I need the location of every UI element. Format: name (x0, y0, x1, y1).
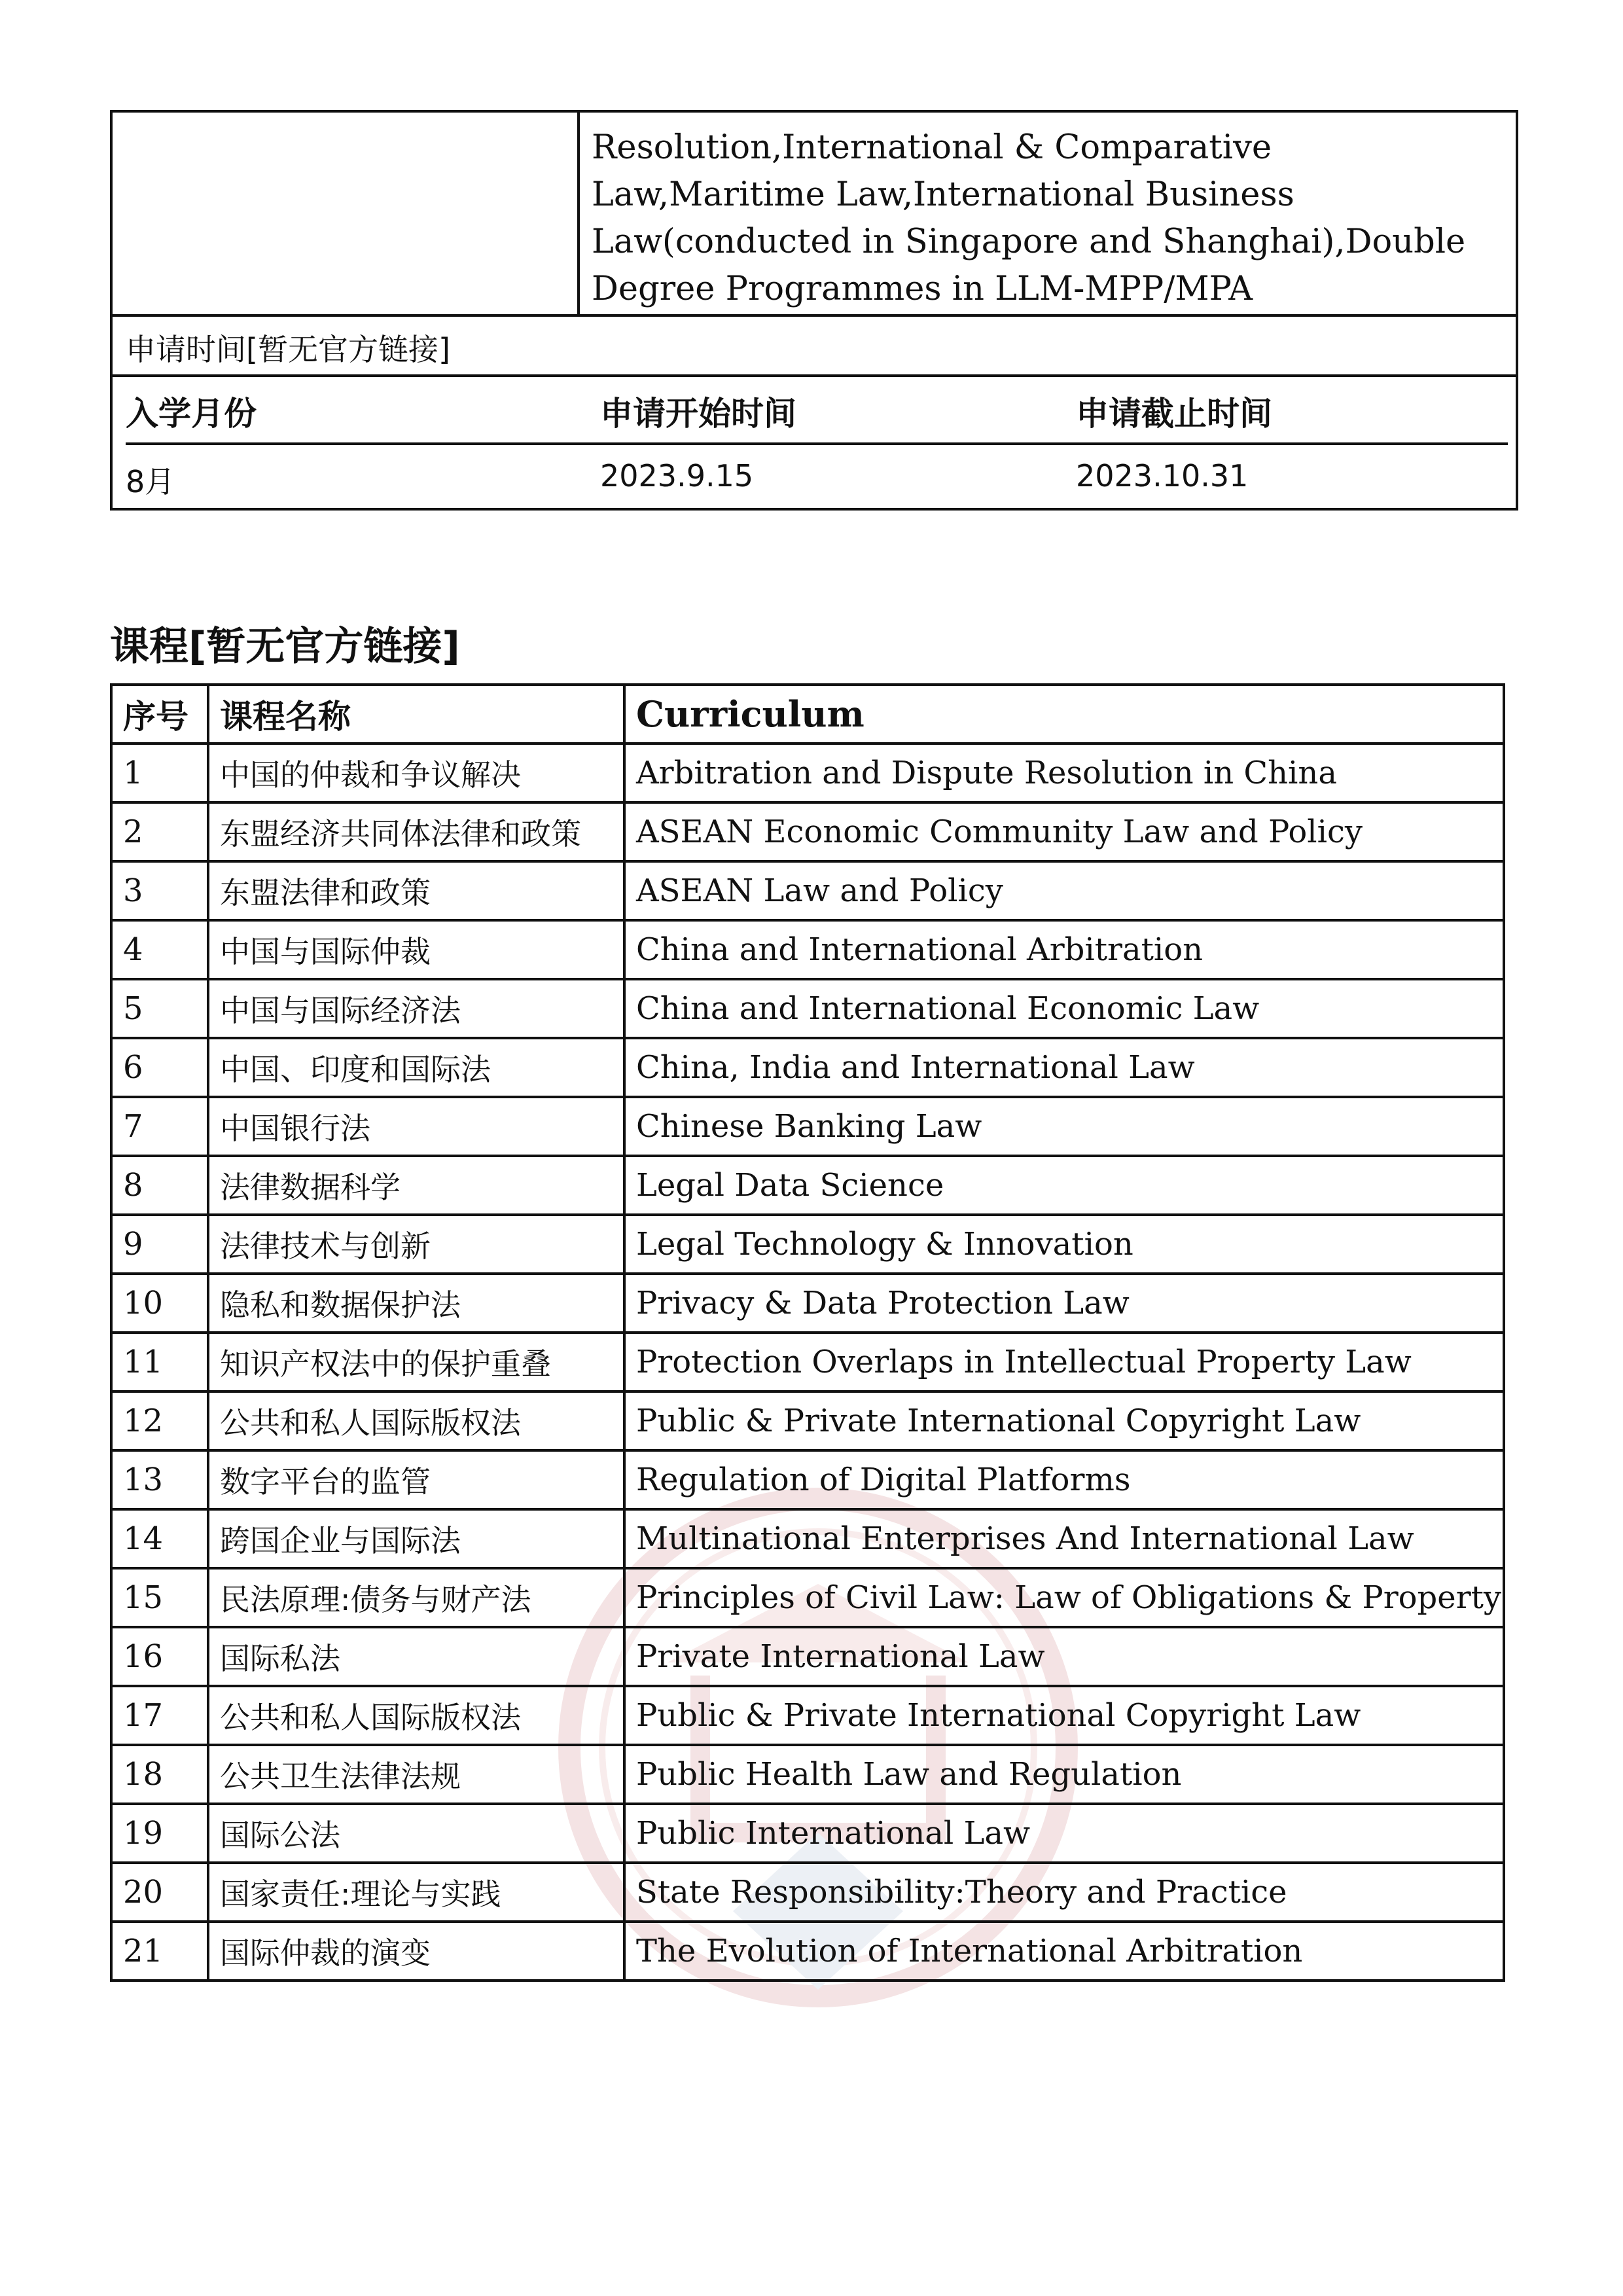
table-row (111, 1804, 1504, 1863)
row-number: 16 (111, 1627, 208, 1686)
course-name-zh: 公共和私人国际版权法 (208, 1391, 624, 1450)
row-number: 6 (111, 1038, 208, 1097)
course-name-zh: 法律数据科学 (208, 1156, 624, 1215)
course-name-en: Public & Private International Copyright Law (624, 1391, 1504, 1450)
course-name-en: Protection Overlaps in Intellectual Property Law (624, 1333, 1504, 1391)
table-header-row (111, 685, 1504, 744)
course-name-zh: 国际公法 (208, 1804, 624, 1863)
course-name-zh: 国家责任:理论与实践 (208, 1863, 624, 1922)
course-name-en: Principles of Civil Law: Law of Obligations & Property (624, 1568, 1504, 1627)
curriculum-title: 课程[暂无官方链接] (110, 624, 460, 670)
table-row (111, 1509, 1504, 1568)
table-row (111, 1568, 1504, 1627)
table-row (111, 1215, 1504, 1274)
course-name-zh: 隐私和数据保护法 (208, 1274, 624, 1333)
table-row (111, 1450, 1504, 1509)
course-name-en: Multinational Enterprises And International Law (624, 1509, 1504, 1568)
application-time-row (113, 314, 1516, 377)
course-name-zh: 公共和私人国际版权法 (208, 1686, 624, 1745)
course-name-en: Regulation of Digital Platforms (624, 1450, 1504, 1509)
application-start-value: 2023.9.15 (600, 458, 754, 493)
course-name-zh: 中国的仲裁和争议解决 (208, 744, 624, 802)
course-name-en: State Responsibility:Theory and Practice (624, 1863, 1504, 1922)
header-no: 序号 (111, 685, 208, 744)
course-name-zh: 东盟经济共同体法律和政策 (208, 802, 624, 861)
course-name-zh: 中国与国际经济法 (208, 979, 624, 1038)
application-deadline-value: 2023.10.31 (1076, 458, 1249, 493)
programs-row (113, 113, 1516, 317)
course-name-zh: 知识产权法中的保护重叠 (208, 1333, 624, 1391)
row-number: 4 (111, 920, 208, 979)
table-row (111, 979, 1504, 1038)
row-number: 18 (111, 1745, 208, 1804)
row-number: 7 (111, 1097, 208, 1156)
course-name-en: China and International Economic Law (624, 979, 1504, 1038)
course-name-zh: 中国、印度和国际法 (208, 1038, 624, 1097)
application-time-label: 申请时间[暂无官方链接] (126, 332, 450, 367)
row-number: 10 (111, 1274, 208, 1333)
course-name-zh: 中国银行法 (208, 1097, 624, 1156)
header-underline (126, 442, 1508, 445)
course-name-zh: 公共卫生法律法规 (208, 1745, 624, 1804)
course-name-en: The Evolution of International Arbitration (624, 1922, 1504, 1981)
course-name-zh: 数字平台的监管 (208, 1450, 624, 1509)
table-row (111, 1097, 1504, 1156)
row-number: 3 (111, 861, 208, 920)
course-name-en: ASEAN Economic Community Law and Policy (624, 802, 1504, 861)
course-name-en: Public & Private International Copyright Law (624, 1686, 1504, 1745)
course-name-zh: 国际私法 (208, 1627, 624, 1686)
course-name-zh: 国际仲裁的演变 (208, 1922, 624, 1981)
row-number: 21 (111, 1922, 208, 1981)
course-name-en: ASEAN Law and Policy (624, 861, 1504, 920)
application-start-header: 申请开始时间 (600, 395, 796, 433)
table-row (111, 861, 1504, 920)
row-number: 14 (111, 1509, 208, 1568)
course-name-en: Chinese Banking Law (624, 1097, 1504, 1156)
course-name-zh: 跨国企业与国际法 (208, 1509, 624, 1568)
course-name-en: Private International Law (624, 1627, 1504, 1686)
row-number: 8 (111, 1156, 208, 1215)
table-row (111, 1038, 1504, 1097)
programs-continued-text: Resolution,International & Comparative Law,Maritime Law,International Business Law(conducted in Singapore and Shanghai),Double Degree Programmes in LLM-MPP/MPA (592, 128, 1466, 308)
course-name-en: Privacy & Data Protection Law (624, 1274, 1504, 1333)
header-name-en: Curriculum (624, 685, 1504, 744)
course-name-zh: 东盟法律和政策 (208, 861, 624, 920)
header-name-zh: 课程名称 (208, 685, 624, 744)
column-divider (577, 113, 580, 314)
row-number: 15 (111, 1568, 208, 1627)
course-name-en: Legal Technology & Innovation (624, 1215, 1504, 1274)
row-number: 12 (111, 1391, 208, 1450)
row-number: 17 (111, 1686, 208, 1745)
course-name-en: China, India and International Law (624, 1038, 1504, 1097)
course-name-zh: 法律技术与创新 (208, 1215, 624, 1274)
table-row (111, 744, 1504, 802)
table-row (111, 1627, 1504, 1686)
course-name-en: Public Health Law and Regulation (624, 1745, 1504, 1804)
course-name-zh: 民法原理:债务与财产法 (208, 1568, 624, 1627)
table-row (111, 1274, 1504, 1333)
intake-month-header: 入学月份 (126, 395, 257, 433)
row-number: 11 (111, 1333, 208, 1391)
intake-month-value: 8月 (126, 464, 175, 499)
course-name-en: Arbitration and Dispute Resolution in China (624, 744, 1504, 802)
curriculum-table (110, 683, 1505, 1982)
row-number: 2 (111, 802, 208, 861)
table-row (111, 1745, 1504, 1804)
row-number: 13 (111, 1450, 208, 1509)
table-row (111, 1391, 1504, 1450)
row-number: 9 (111, 1215, 208, 1274)
table-row (111, 1922, 1504, 1981)
row-number: 19 (111, 1804, 208, 1863)
course-name-zh: 中国与国际仲裁 (208, 920, 624, 979)
row-number: 20 (111, 1863, 208, 1922)
application-deadline-header: 申请截止时间 (1076, 395, 1272, 433)
row-number: 1 (111, 744, 208, 802)
table-row (111, 920, 1504, 979)
row-number: 5 (111, 979, 208, 1038)
course-name-en: Public International Law (624, 1804, 1504, 1863)
table-row (111, 1333, 1504, 1391)
table-row (111, 1863, 1504, 1922)
program-info-box (110, 110, 1518, 511)
course-name-en: Legal Data Science (624, 1156, 1504, 1215)
table-row (111, 1156, 1504, 1215)
course-name-en: China and International Arbitration (624, 920, 1504, 979)
table-row (111, 802, 1504, 861)
table-row (111, 1686, 1504, 1745)
